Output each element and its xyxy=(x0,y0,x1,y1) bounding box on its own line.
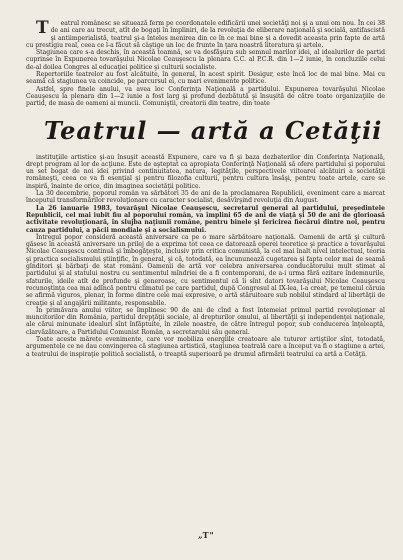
intro-paragraph-1-text: eatrul românesc se situează ferm pe coordonatele edificării unei societăţi noi şi a unui om nou. În cei 38 de ani care au trecut, atît de bogaţi în împliniri, de la revoluţia de eliberare naţională şi socială, antifascistă şi antiimperialistă, teatrul şi-a înteles menirea din ce în ce mai bine şi a dovedit aceasta prin fapte de artă cu prestigiu real, ceea ce l-a făcut să câştige un loc de frunte în ţara noastră literatura şi artele. xyxy=(26,20,385,49)
body-section xyxy=(26,154,385,358)
intro-section xyxy=(26,20,385,108)
intro-paragraph-2: Stagiunea care s-a deschis, în această toamnă, se va desfăşura sub semnul marilor idei, al idealurilor de partid cuprinse în Expunerea tovarăşului Nicolae Ceauşescu la plenara C.C. al P.C.R. din 1—2 iunie, în concluziile celui de-al doilea Congres al educaţiei politice şi culturii socialiste. xyxy=(26,49,385,71)
intro-paragraph-3: Repertoriile teatrelor au fost alcătuite, în general, în acest spirit. Desigur, este încă loc de mai bine. Mai cu seamă că stagiunea va coincide, pe parcursul ei, cu mari evenimente politice. xyxy=(26,71,385,86)
intro-paragraph-4: Astfel, spre finele anului, va avea loc Conferinţa Naţională a partidului. Expunerea tovarăşului Nicolae Ceauşescu la plenara din 1—2 iunie a fost larg şi profund dezbătută şi însuşită de către toate organizaţiile de partid, de masa de oameni ai muncii. Comuniştii, creatorii din teatre, din toate xyxy=(26,85,385,108)
intro-paragraph-1 xyxy=(26,20,385,49)
body-paragraph-4: Întregul popor consideră această aniversare ca pe o mare sărbătoare naţională. Oamenii de artă şi cultură găsesc în această aniversare un prilej de a exprima tot ceea ce datorează operei teoretice şi practice a tovarăşului Nicolae Ceauşescu continuă şi îmbogăţeşte, inclusiv prin critica comunistă, la cel mai înalt nivel intelectual, teoria şi practica socialismului ştiinţific, în general, şi că, totodată, ea încununează cugetarea şi fapta celor mai de seamă gînditori şi bărbaţi de stat români. Oamenii de artă vor celebra aniversarea conducătorului mult stimat al partidului şi al statului nostru cu sentimentul mîndriei de a fi contemporani, de a-i urma fără ezitare îndemnurile, sfaturile, ideile atît de profunde şi generoase, cu sentimentul că îi sînt datori tovarăşului Nicolae Ceauşescu recunoştinţa cea mai adîncă pentru climatul pe care partidul, după Congresul al IX-lea, l-a creat, pe temeiul căruia se afirmă viguros, plenar, în forme dintre cele mai expresive, o artă stăruitoare sub nobilul stindard al libertăţii de creaţie şi al angajării militante, responsabile. xyxy=(26,233,385,307)
body-paragraph-5: În primăvara anului viitor, se împlinesc 90 de ani de cînd a fost întemeiat primul partid revoluţionar al muncitorilor din România, partidul drepţăţii sociale, al drepturilor omului, al libertăţii şi independenţei naţionale, ale cărui minunate idealuri sînt înfăptuite, în zilele noastre, de către întregul popor, sub conducerea înţeleaptă, clarvăzătoare, a Partidului Comunist Român, a secretarului său general. xyxy=(26,306,385,336)
article-headline: Teatrul — artă a Cetăţii xyxy=(44,115,383,145)
body-paragraph-6: Toate aceste mărețe evenimente, care vor mobiliza energiile creatoare ale tuturor artiştilor sînt, totodată, argumentele ce ne dau convingerea că stagiunea artistică, stagiunea teatrală care a început va fi o stagiune a artei, a teatrului de inspiraţie politică socialistă, o treaptă superioară pe drumul afirmării teatrului ca artă a Cetăţii. xyxy=(26,335,386,358)
body-paragraph-1: instituţiile artistice şi-au însuşit această Expunere, care va fi şi baza dezbaterilor din Conferinţa Naţională, drept program al lor de acţiune. Este de aşteptat ca apropiata Conferinţă Naţională să ofere partidului şi poporului un set bogat de noi idei privind continuitatea, natura, legităţile, perspectivele viitoarei alcătuiri a societăţii româneşti, ceea ce va fi esenţial şi pentru filozofia culturii, pentru cultura însăşi, pentru toate artele, care se inspiră, înainte de orice, din imaginea societăţii politice. xyxy=(26,153,385,190)
drop-cap: T xyxy=(36,18,49,38)
body-paragraph-3: La 26 ianuarie 1983, tovarăşul Nicolae Ceauşescu, secretarul general al partidului, preşedintele Republicii, cel mai iubit fiu al poporului român, va împlini 65 de ani de viaţă şi 50 de ani de glorioasă activitate revoluţionară, în slujba naţiunii române, pentru binele şi fericirea fiecărui dintre noi, pentru cauza partidului, a păcii mondiale şi a socialismului. xyxy=(26,204,385,234)
body-paragraph-2: La 30 decembrie, poporul român va sărbători 35 de ani de la proclamarea Republicii, eveniment care a marcat începutul transformărilor revoluţionare cu caracter socialist, desăvîrşind revoluţia din August. xyxy=(26,190,385,205)
author-signature: „T" xyxy=(198,530,215,540)
